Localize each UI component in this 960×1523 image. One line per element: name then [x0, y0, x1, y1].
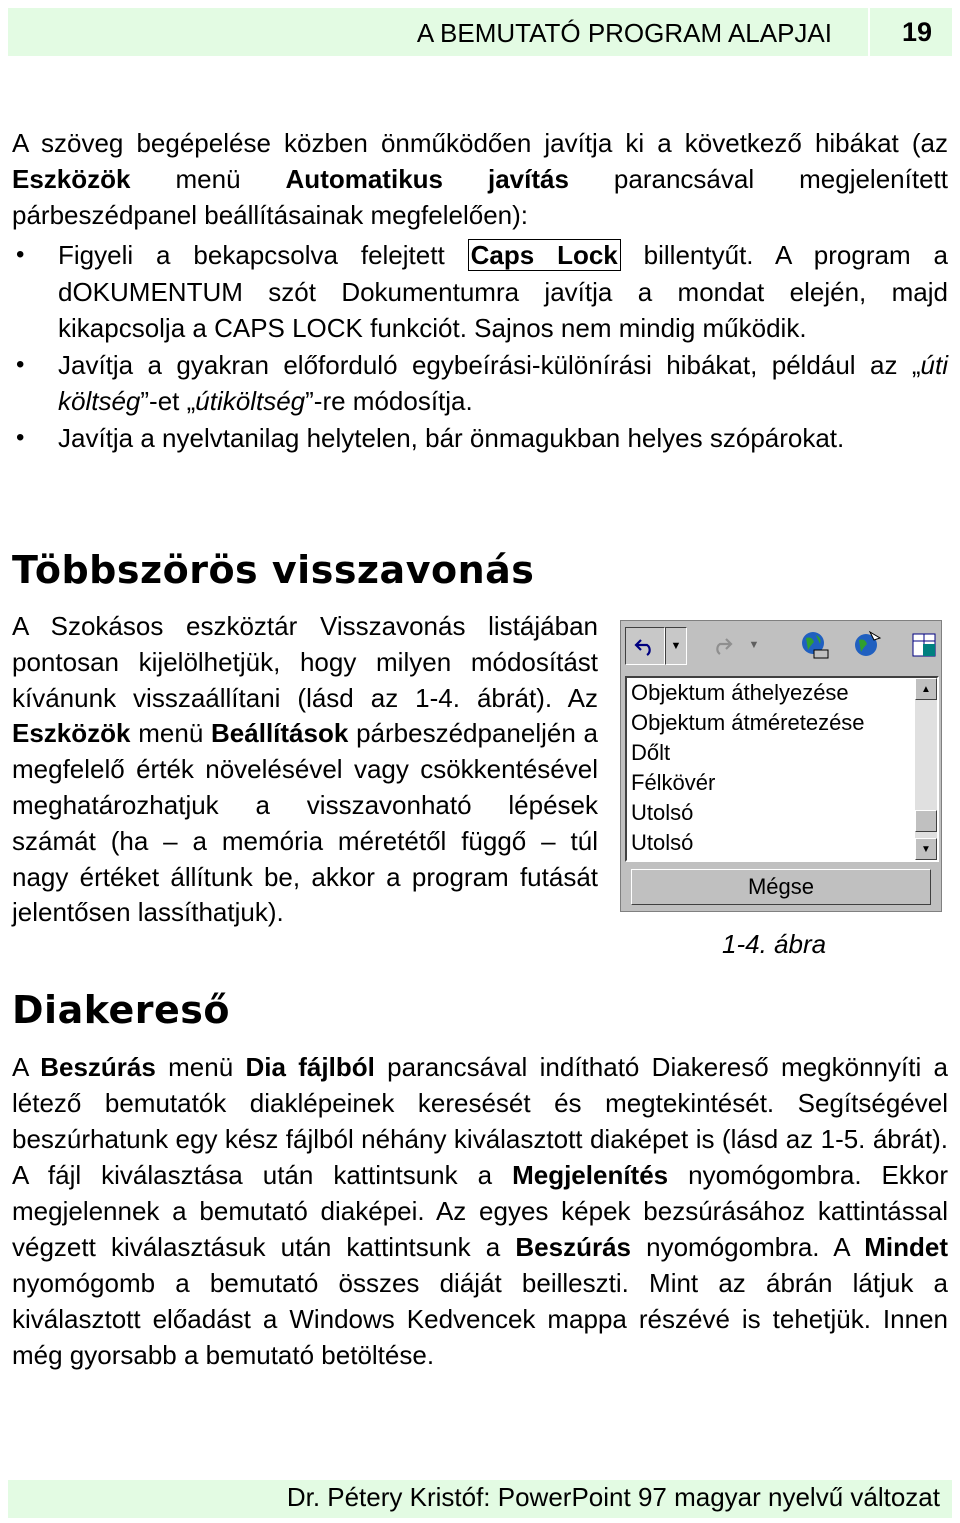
page-number: 19 [901, 17, 933, 47]
page-footer [8, 1480, 952, 1518]
undo-list-item[interactable]: Utolsó [631, 830, 694, 855]
list-item: • Figyeli a bekapcsolva felejtett Caps Lock billentyűt. A program a dOKUMENTUM szót Dokumentumra javítja a mondat elején, majd kikapcsolja a CAPS LOCK funkciót. Sajnos nem mindig működik. [12, 237, 948, 347]
undo-list-item[interactable]: Félkövér [631, 770, 716, 795]
chevron-down-icon: ▼ [670, 640, 682, 652]
redo-dropdown-button[interactable] [745, 627, 763, 663]
redo-button[interactable] [703, 627, 741, 663]
section-heading: Többszörös visszavonás [12, 548, 535, 592]
footer-text: Dr. Pétery Kristóf: PowerPoint 97 magyar nyelvű változat [286, 1482, 940, 1512]
redo-icon [710, 635, 734, 655]
table-icon [911, 630, 937, 660]
scroll-thumb[interactable] [915, 810, 937, 832]
undo-dropdown-button[interactable] [665, 627, 687, 665]
header-divider [868, 8, 870, 56]
web-button[interactable] [797, 627, 833, 663]
undo-icon [633, 636, 657, 656]
chevron-down-icon: ▼ [921, 843, 931, 855]
figure-caption: 1-4. ábra [722, 929, 827, 959]
cancel-button[interactable]: Mégse [631, 869, 931, 905]
list-item: • Javítja a gyakran előforduló egybeírási-különírási hibákat, például az „úti költség”-et „útiköltség”-re módosítja. [12, 347, 948, 420]
section-paragraph: A Beszúrás menü Dia fájlból parancsával indítható Diakereső megkönnyíti a létező bemutatók diaklépeinek keresését és megtekintését. Segítségével beszúrhatunk egy kész fájlból néhány kiválasztott diaképet is (lásd az 1-5. ábrát). A fájl kiválasztása után kattintsunk a Megjelenítés nyomógombra. Ekkor megjelennek a bemutató diaképei. Az egyes képek bezsúrásához kattintással végzett kiválasztásuk után kattintsunk a Beszúrás nyomógombra. A Mindet nyomógomb a bemutató összes diáját beilleszti. Mint az ábrán látjuk a kiválasztott előadást a Windows Kedvencek mappa részévé is tehetjük. Innen még gyorsabb a bemutató betöltése. [12, 1052, 949, 1370]
caps-lock-key: Caps Lock [468, 239, 621, 271]
scrollbar[interactable] [915, 678, 937, 860]
intro-paragraph: A szöveg begépelése közben önműködően javítja ki a következő hibákat (az Eszközök menü Automatikus javítás parancsával megjelenített párbeszédpanel beállításainak megfelelően): [12, 128, 948, 230]
undo-list-item[interactable]: Dőlt [631, 740, 671, 765]
bullet-list [12, 237, 948, 456]
undo-list-figure [620, 620, 942, 912]
undo-history-list[interactable] [625, 676, 939, 862]
scroll-up-button[interactable] [915, 678, 937, 700]
chevron-down-icon: ▼ [748, 639, 760, 651]
scroll-down-button[interactable] [915, 838, 937, 860]
undo-list-item[interactable]: Objektum áthelyezése [631, 680, 849, 705]
undo-button[interactable] [625, 627, 665, 665]
undo-list-item[interactable]: Utolsó [631, 800, 694, 825]
undo-list-item[interactable]: Objektum átméretezése [631, 710, 865, 735]
list-item: • Javítja a nyelvtanilag helytelen, bár önmagukban helyes szópárokat. [12, 420, 948, 457]
globe-icon [800, 630, 830, 660]
chevron-up-icon: ▲ [921, 683, 931, 695]
chapter-title: A BEMUTATÓ PROGRAM ALAPJAI [416, 18, 832, 48]
globe-arrow-icon [852, 630, 882, 660]
section-heading: Diakereső [12, 988, 230, 1032]
page-header [8, 8, 952, 56]
section-paragraph: A Szokásos eszköztár Visszavonás listájában pontosan kijelölhetjük, hogy milyen módosítást kívánunk visszaállítani (lásd az 1-4. ábrát). Az Eszközök menü Beállítások párbeszédpaneljén a megfelelő érték növelésével vagy csökkentésével meghatározhatjuk a visszavonható lépések számát (ha – a memória méretétől függő – túl nagy értéket állítunk be, akkor a program futását jelentősen lassíthatjuk). [12, 611, 598, 928]
toolbar-overflow-button[interactable] [909, 627, 939, 663]
hyperlink-button[interactable] [849, 627, 885, 663]
